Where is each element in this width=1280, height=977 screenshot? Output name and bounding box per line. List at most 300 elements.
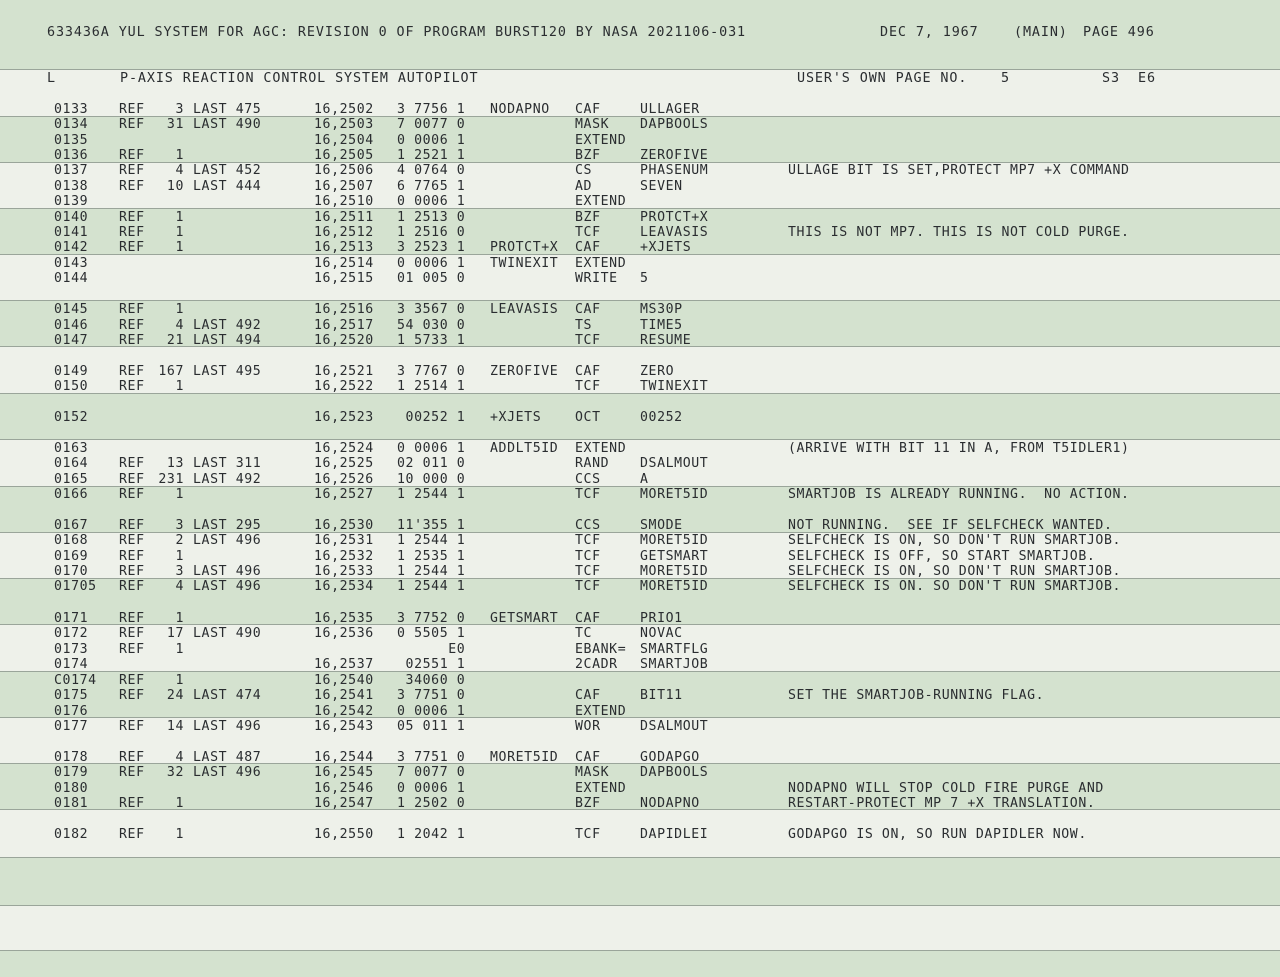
octal-word: 00252 1 [397,410,466,425]
ref-last: LAST 494 [193,333,262,348]
address: 16,2521 [314,364,374,379]
line-number: 0139 [54,194,89,209]
address: 16,2503 [314,117,374,132]
ref-marker: REF [119,518,145,533]
ref-marker: REF [119,827,145,842]
comment: GODAPGO IS ON, SO RUN DAPIDLER NOW. [788,827,1087,842]
ref-count: 31 [166,117,184,132]
opcode: BZF [575,148,601,163]
ref-marker: REF [119,765,145,780]
ref-count: 4 [175,750,184,765]
ref-last: LAST 496 [193,564,262,579]
opcode: CS [575,163,593,178]
line-number: 0134 [54,117,89,132]
operand: DAPBOOLS [640,117,709,132]
ref-marker: REF [119,318,145,333]
line-number: 0144 [54,271,89,286]
line-number: 0164 [54,456,89,471]
ref-count: 3 [175,518,184,533]
address: 16,2545 [314,765,374,780]
operand: PHASENUM [640,163,709,178]
opcode: TC [575,626,593,641]
ref-count: 13 [166,456,184,471]
comment: SELFCHECK IS ON, SO DON'T RUN SMARTJOB. [788,533,1122,548]
line-number: 0147 [54,333,89,348]
address: 16,2530 [314,518,374,533]
opcode: OCT [575,410,601,425]
ref-last: LAST 492 [193,472,262,487]
ref-marker: REF [119,796,145,811]
paper-rule [0,300,1280,301]
label: ADDLT5ID [490,441,559,456]
listing-page: PAGE 496 [1083,25,1155,40]
octal-word: 6 7765 1 [397,179,466,194]
operand: TWINEXIT [640,379,709,394]
label: TWINEXIT [490,256,559,271]
octal-word: 1 2535 1 [397,549,466,564]
operand: SMARTFLG [640,642,709,657]
paper-rule [0,69,1280,70]
opcode: CAF [575,364,601,379]
operand: ULLAGER [640,102,700,117]
octal-word: 1 2544 1 [397,564,466,579]
ref-marker: REF [119,117,145,132]
ref-count: 24 [166,688,184,703]
routine-title: P-AXIS REACTION CONTROL SYSTEM AUTOPILOT [120,71,479,86]
ref-count: 1 [175,302,184,317]
ref-count: 2 [175,533,184,548]
ref-last: LAST 295 [193,518,262,533]
octal-word: 4 0764 0 [397,163,466,178]
operand: SMODE [640,518,683,533]
comment: NODAPNO WILL STOP COLD FIRE PURGE AND [788,781,1104,796]
address: 16,2505 [314,148,374,163]
line-number: 0163 [54,441,89,456]
paper-rule [0,857,1280,858]
ref-marker: REF [119,456,145,471]
opcode: CAF [575,688,601,703]
octal-word: 0 0006 1 [397,133,466,148]
operand: RESUME [640,333,692,348]
ref-marker: REF [119,564,145,579]
opcode: EXTEND [575,133,627,148]
octal-word: 1 2513 0 [397,210,466,225]
line-number: 0180 [54,781,89,796]
address: 16,2525 [314,456,374,471]
opcode: MASK [575,117,610,132]
e-code: E6 [1138,71,1156,86]
ref-count: 1 [175,549,184,564]
opcode: WOR [575,719,601,734]
octal-word: 05 011 1 [397,719,466,734]
line-number: 0150 [54,379,89,394]
address: 16,2520 [314,333,374,348]
octal-word: 1 2042 1 [397,827,466,842]
ref-count: 4 [175,579,184,594]
address: 16,2537 [314,657,374,672]
ref-count: 10 [166,179,184,194]
octal-word: 01 005 0 [397,271,466,286]
octal-word: 7 0077 0 [397,765,466,780]
line-number: 0137 [54,163,89,178]
ref-count: 1 [175,240,184,255]
ref-last: LAST 496 [193,579,262,594]
octal-word: 54 030 0 [397,318,466,333]
opcode: RAND [575,456,610,471]
line-number: 0181 [54,796,89,811]
operand: +XJETS [640,240,692,255]
ref-count: 167 [158,364,184,379]
ref-marker: REF [119,533,145,548]
address: 16,2536 [314,626,374,641]
ref-marker: REF [119,549,145,564]
opcode: CAF [575,611,601,626]
line-number: 0169 [54,549,89,564]
address: 16,2502 [314,102,374,117]
address: 16,2542 [314,704,374,719]
line-number: 01705 [54,579,97,594]
ref-count: 1 [175,379,184,394]
users-page-label: USER'S OWN PAGE NO. [797,71,968,86]
ref-marker: REF [119,102,145,117]
listing-date: DEC 7, 1967 [880,25,979,40]
paper-rule [0,439,1280,440]
opcode: TCF [575,549,601,564]
label: +XJETS [490,410,542,425]
line-number: 0146 [54,318,89,333]
opcode: EXTEND [575,441,627,456]
opcode: CCS [575,518,601,533]
ref-marker: REF [119,302,145,317]
ref-last: LAST 495 [193,364,262,379]
line-number: 0138 [54,179,89,194]
opcode: EXTEND [575,781,627,796]
address: 16,2506 [314,163,374,178]
operand: PROTCT+X [640,210,709,225]
paper-band [0,857,1280,905]
address: 16,2514 [314,256,374,271]
ref-count: 1 [175,611,184,626]
opcode: TCF [575,379,601,394]
octal-word: 1 5733 1 [397,333,466,348]
ref-last: LAST 496 [193,533,262,548]
opcode: CCS [575,472,601,487]
address: 16,2535 [314,611,374,626]
operand: DSALMOUT [640,456,709,471]
ref-count: 1 [175,827,184,842]
operand: DSALMOUT [640,719,709,734]
ref-count: 1 [175,796,184,811]
ref-marker: REF [119,487,145,502]
octal-word: 0 0006 1 [397,781,466,796]
address: 16,2546 [314,781,374,796]
address: 16,2543 [314,719,374,734]
line-number: 0166 [54,487,89,502]
ref-marker: REF [119,626,145,641]
operand: BIT11 [640,688,683,703]
octal-word: 1 2544 1 [397,487,466,502]
line-number: 0142 [54,240,89,255]
ref-marker: REF [119,719,145,734]
line-number: 0178 [54,750,89,765]
ref-last: LAST 492 [193,318,262,333]
line-number: 0133 [54,102,89,117]
opcode: CAF [575,750,601,765]
paper-rule [0,717,1280,718]
ref-count: 1 [175,673,184,688]
ref-count: 1 [175,210,184,225]
octal-word: 0 0006 1 [397,704,466,719]
comment: RESTART-PROTECT MP 7 +X TRANSLATION. [788,796,1096,811]
ref-last: LAST 444 [193,179,262,194]
operand: MORET5ID [640,533,709,548]
listing-col-l: L [47,71,56,86]
address: 16,2544 [314,750,374,765]
comment: NOT RUNNING. SEE IF SELFCHECK WANTED. [788,518,1113,533]
comment: THIS IS NOT MP7. THIS IS NOT COLD PURGE. [788,225,1130,240]
ref-marker: REF [119,688,145,703]
operand: MORET5ID [640,579,709,594]
address: 16,2517 [314,318,374,333]
comment: ULLAGE BIT IS SET,PROTECT MP7 +X COMMAND [788,163,1130,178]
ref-marker: REF [119,210,145,225]
line-number: 0149 [54,364,89,379]
label: LEAVASIS [490,302,559,317]
opcode: MASK [575,765,610,780]
ref-last: LAST 475 [193,102,262,117]
line-number: 0141 [54,225,89,240]
address: 16,2516 [314,302,374,317]
comment: SMARTJOB IS ALREADY RUNNING. NO ACTION. [788,487,1130,502]
address: 16,2512 [314,225,374,240]
comment: (ARRIVE WITH BIT 11 IN A, FROM T5IDLER1) [788,441,1130,456]
opcode: BZF [575,796,601,811]
address: 16,2540 [314,673,374,688]
opcode: TCF [575,827,601,842]
operand: MORET5ID [640,487,709,502]
ref-marker: REF [119,472,145,487]
octal-word: 7 0077 0 [397,117,466,132]
label: MORET5ID [490,750,559,765]
paper-rule [0,208,1280,209]
ref-marker: REF [119,163,145,178]
opcode: AD [575,179,593,194]
listing-title: 633436A YUL SYSTEM FOR AGC: REVISION 0 OF PROGRAM BURST120 BY NASA 2021106-031 [47,25,747,40]
opcode: 2CADR [575,657,618,672]
octal-word: 11'355 1 [397,518,466,533]
ref-count: 1 [175,487,184,502]
ref-marker: REF [119,225,145,240]
opcode: TCF [575,333,601,348]
ref-count: 1 [175,148,184,163]
line-number: 0152 [54,410,89,425]
octal-word: 3 7751 0 [397,688,466,703]
opcode: TCF [575,579,601,594]
ref-count: 14 [166,719,184,734]
line-number: 0172 [54,626,89,641]
operand: DAPIDLEI [640,827,709,842]
ref-count: 4 [175,318,184,333]
line-number: 0175 [54,688,89,703]
ref-count: 3 [175,102,184,117]
line-number: 0176 [54,704,89,719]
line-number: 0177 [54,719,89,734]
line-number: 0140 [54,210,89,225]
ref-count: 1 [175,642,184,657]
address: 16,2531 [314,533,374,548]
octal-word: 3 2523 1 [397,240,466,255]
paper-rule [0,950,1280,951]
operand: SEVEN [640,179,683,194]
ref-count: 17 [166,626,184,641]
address: 16,2524 [314,441,374,456]
address: 16,2541 [314,688,374,703]
octal-word: 0 5505 1 [397,626,466,641]
ref-last: LAST 474 [193,688,262,703]
opcode: CAF [575,240,601,255]
ref-last: LAST 490 [193,117,262,132]
operand: GETSMART [640,549,709,564]
opcode: EXTEND [575,704,627,719]
address: 16,2522 [314,379,374,394]
opcode: EXTEND [575,256,627,271]
ref-marker: REF [119,673,145,688]
address: 16,2550 [314,827,374,842]
ref-count: 1 [175,225,184,240]
octal-word: 3 3567 0 [397,302,466,317]
octal-word: 1 2544 1 [397,579,466,594]
ref-marker: REF [119,750,145,765]
ref-marker: REF [119,364,145,379]
operand: SMARTJOB [640,657,709,672]
operand: TIME5 [640,318,683,333]
comment: SELFCHECK IS ON, SO DON'T RUN SMARTJOB. [788,564,1122,579]
line-number: 0143 [54,256,89,271]
users-page-number: 5 [1001,71,1010,86]
label: ZEROFIVE [490,364,559,379]
octal-word: 0 0006 1 [397,256,466,271]
operand: ZERO [640,364,675,379]
octal-word: 02551 1 [397,657,466,672]
ref-count: 4 [175,163,184,178]
address: 16,2511 [314,210,374,225]
octal-word: 34060 0 [397,673,466,688]
operand: LEAVASIS [640,225,709,240]
operand: 5 [640,271,649,286]
listing-section: (MAIN) [1014,25,1068,40]
octal-word: 0 0006 1 [397,441,466,456]
octal-word: 3 7756 1 [397,102,466,117]
ref-marker: REF [119,642,145,657]
opcode: EBANK= [575,642,627,657]
line-number: 0174 [54,657,89,672]
comment: SELFCHECK IS ON. SO DON'T RUN SMARTJOB. [788,579,1122,594]
address: 16,2510 [314,194,374,209]
ref-marker: REF [119,240,145,255]
opcode: TCF [575,225,601,240]
line-number: 0168 [54,533,89,548]
address: 16,2527 [314,487,374,502]
operand: DAPBOOLS [640,765,709,780]
label: GETSMART [490,611,559,626]
operand: A [640,472,649,487]
octal-word: E0 [397,642,466,657]
opcode: WRITE [575,271,618,286]
opcode: CAF [575,102,601,117]
ref-marker: REF [119,148,145,163]
operand: PRIO1 [640,611,683,626]
comment: SELFCHECK IS OFF, SO START SMARTJOB. [788,549,1096,564]
address: 16,2523 [314,410,374,425]
address: 16,2513 [314,240,374,255]
ref-count: 21 [166,333,184,348]
opcode: TCF [575,487,601,502]
line-number: 0182 [54,827,89,842]
ref-count: 231 [158,472,184,487]
line-number: C0174 [54,673,97,688]
octal-word: 1 2502 0 [397,796,466,811]
operand: NOVAC [640,626,683,641]
opcode: TCF [575,564,601,579]
ref-last: LAST 490 [193,626,262,641]
ref-last: LAST 452 [193,163,262,178]
line-number: 0165 [54,472,89,487]
ref-count: 3 [175,564,184,579]
address: 16,2534 [314,579,374,594]
address: 16,2515 [314,271,374,286]
label: PROTCT+X [490,240,559,255]
operand: MS30P [640,302,683,317]
line-number: 0171 [54,611,89,626]
line-number: 0167 [54,518,89,533]
address: 16,2533 [314,564,374,579]
octal-word: 1 2544 1 [397,533,466,548]
ref-marker: REF [119,579,145,594]
opcode: EXTEND [575,194,627,209]
ref-marker: REF [119,379,145,394]
octal-word: 3 7751 0 [397,750,466,765]
octal-word: 3 7752 0 [397,611,466,626]
line-number: 0135 [54,133,89,148]
ref-last: LAST 487 [193,750,262,765]
opcode: TS [575,318,593,333]
opcode: BZF [575,210,601,225]
ref-marker: REF [119,611,145,626]
octal-word: 3 7767 0 [397,364,466,379]
address: 16,2547 [314,796,374,811]
paper-rule [0,905,1280,906]
line-number: 0136 [54,148,89,163]
address: 16,2532 [314,549,374,564]
ref-last: LAST 496 [193,765,262,780]
address: 16,2507 [314,179,374,194]
octal-word: 1 2521 1 [397,148,466,163]
ref-last: LAST 496 [193,719,262,734]
comment: SET THE SMARTJOB-RUNNING FLAG. [788,688,1045,703]
operand: MORET5ID [640,564,709,579]
octal-word: 02 011 0 [397,456,466,471]
line-number: 0145 [54,302,89,317]
line-number: 0173 [54,642,89,657]
line-number: 0170 [54,564,89,579]
octal-word: 1 2514 1 [397,379,466,394]
octal-word: 0 0006 1 [397,194,466,209]
opcode: TCF [575,533,601,548]
ref-marker: REF [119,333,145,348]
address: 16,2504 [314,133,374,148]
operand: NODAPNO [640,796,700,811]
octal-word: 1 2516 0 [397,225,466,240]
